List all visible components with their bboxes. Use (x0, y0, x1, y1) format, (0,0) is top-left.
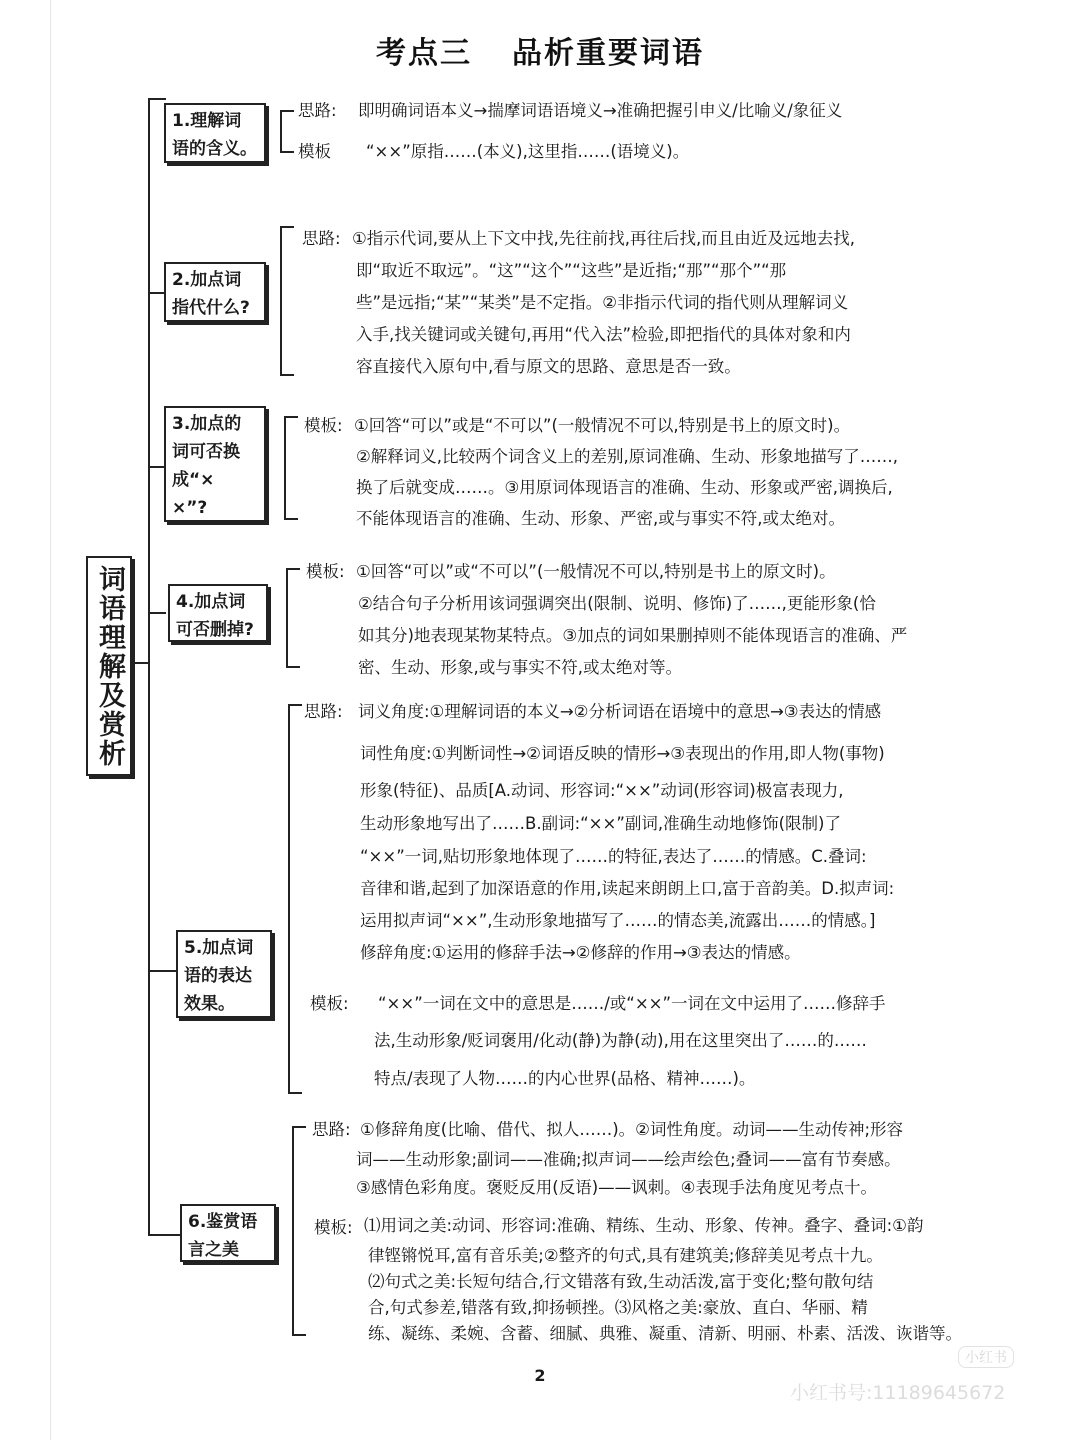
s2-text-1: 即“取近不取远”。“这”“这个”“这些”是近指;“那”“那个”“那 (356, 261, 787, 280)
s5-text-0: 词义角度:①理解词语的本义→②分析词语在语境中的意思→③表达的情感 (358, 702, 882, 721)
section-3-box: 3.加点的 词可否换 成“× ×”? (164, 406, 266, 522)
s6-text-0: ①修辞角度(比喻、借代、拟人……)。②词性角度。动词——生动传神;形容 (360, 1120, 904, 1139)
s6-label-0: 思路: (312, 1120, 351, 1139)
s1-text-1: “××”原指……(本义),这里指……(语境义)。 (366, 142, 690, 161)
bracket-5 (288, 704, 290, 1094)
branch-5 (148, 970, 178, 972)
s6-text-6: 合,句式参差,错落有致,抑扬顿挫。⑶风格之美:豪放、直白、华丽、精 (368, 1298, 868, 1317)
bracket-4 (286, 568, 288, 668)
s6-text-7: 练、凝练、柔婉、含蓄、细腻、典雅、凝重、清新、明丽、朴素、活泼、诙谐等。 (368, 1324, 962, 1343)
section-6-box: 6.鉴赏语 言之美 (180, 1204, 276, 1262)
s2-text-3: 入手,找关键词或关键句,再用“代入法”检验,即把指代的具体对象和内 (356, 325, 851, 344)
title-part2: 品析重要词语 (512, 36, 704, 71)
s2-text-0: ①指示代词,要从上下文中找,先往前找,再往后找,而且由近及远地去找, (352, 229, 856, 248)
main-trunk-line (148, 98, 150, 1236)
bracket-1-bottom (280, 151, 294, 153)
branch-4 (148, 612, 166, 614)
s6-text-3: ⑴用词之美:动词、形容词:准确、精练、生动、形象、传神。叠字、叠词:①韵 (364, 1216, 924, 1235)
s2-text-2: 些”是远指;“某”“某类”是不定指。②非指示代词的指代则从理解词义 (356, 293, 849, 312)
bracket-1 (280, 110, 282, 153)
branch-1 (148, 98, 166, 100)
bracket-2-top (280, 226, 294, 228)
s5-text-1: 词性角度:①判断词性→②词语反映的情形→③表现出的作用,即人物(事物) (360, 744, 885, 763)
s4-text-3: 密、生动、形象,或与事实不符,或太绝对等。 (358, 658, 682, 677)
s1-label-0: 思路: (298, 101, 337, 120)
bracket-5-top (288, 704, 302, 706)
section-1-box: 1.理解词 语的含义。 (164, 103, 266, 163)
s3-text-2: 换了后就变成……。③用原词体现语言的准确、生动、形象或严密,调换后, (356, 478, 893, 497)
s4-text-2: 如其分)地表现某物某特点。③加点的词如果删掉则不能体现语言的准确、严 (358, 626, 908, 645)
s5-text-4: “××”一词,贴切形象地体现了……的特征,表达了……的情感。C.叠词: (360, 847, 867, 866)
bracket-4-top (286, 568, 300, 570)
s5-label-0: 思路: (304, 702, 343, 721)
s6-text-1: 词——生动形象;副词——准确;拟声词——绘声绘色;叠词——富有节奏感。 (356, 1150, 901, 1169)
bracket-1-top (280, 110, 294, 112)
root-connector (130, 662, 150, 664)
s4-label-0: 模板: (306, 562, 345, 581)
s3-text-3: 不能体现语言的准确、生动、形象、严密,或与事实不符,或太绝对。 (356, 509, 845, 528)
s6-text-2: ③感情色彩角度。褒贬反用(反语)——讽刺。④表现手法角度见考点十。 (356, 1178, 877, 1197)
title-part1: 考点三 (376, 36, 472, 71)
page-number: 2 (534, 1366, 546, 1385)
section-5-box: 5.加点词 语的表达 效果。 (176, 930, 272, 1018)
bracket-6-bottom (292, 1334, 306, 1336)
root-label: 词语理解及赏析 (86, 556, 132, 776)
s5-label-1: 模板: (310, 994, 349, 1013)
section-4-box: 4.加点词 可否删掉? (168, 584, 268, 642)
bracket-5-bottom (288, 1092, 302, 1094)
s5-text-10: 特点/表现了人物……的内心世界(品格、精神……)。 (374, 1069, 756, 1088)
s6-label-1: 模板: (314, 1218, 353, 1237)
branch-6 (148, 1234, 182, 1236)
s1-text-0: 即明确词语本义→揣摩词语语境义→准确把握引申义/比喻义/象征义 (358, 101, 843, 120)
s5-text-8: “××”一词在文中的意思是……/或“××”一词在文中运用了……修辞手 (378, 994, 886, 1013)
s6-text-5: ⑵句式之美:长短句结合,行文错落有致,生动活泼,富于变化;整句散句结 (368, 1272, 874, 1291)
bracket-3-bottom (284, 518, 298, 520)
bracket-2 (280, 226, 282, 376)
s5-text-3: 生动形象地写出了……B.副词:“××”副词,准确生动地修饰(限制)了 (360, 814, 841, 833)
s4-text-0: ①回答“可以”或“不可以”(一般情况不可以,特别是书上的原文时)。 (356, 562, 836, 581)
section-2-box: 2.加点词 指代什么? (164, 262, 266, 322)
s5-text-2: 形象(特征)、品质[A.动词、形容词:“××”动词(形容词)极富表现力, (360, 781, 844, 800)
s3-text-0: ①回答“可以”或是“不可以”(一般情况不可以,特别是书上的原文时)。 (354, 416, 851, 435)
bracket-3-top (284, 416, 298, 418)
s2-text-4: 容直接代入原句中,看与原文的思路、意思是否一致。 (356, 357, 741, 376)
bracket-2-bottom (280, 374, 294, 376)
bracket-3 (284, 416, 286, 520)
s5-text-6: 运用拟声词“××”,生动形象地描写了……的情态美,流露出……的情感。] (360, 911, 876, 930)
bracket-6 (292, 1126, 294, 1336)
bracket-6-top (292, 1126, 306, 1128)
s5-text-5: 音律和谐,起到了加深语意的作用,读起来朗朗上口,富于音韵美。D.拟声词: (360, 879, 895, 898)
bracket-4-bottom (286, 666, 300, 668)
left-margin-rule (50, 0, 51, 1440)
watermark-badge: 小红书 (958, 1346, 1014, 1368)
s4-text-1: ②结合句子分析用该词强调突出(限制、说明、修饰)了……,更能形象(恰 (358, 594, 876, 613)
s5-text-9: 法,生动形象/贬词褒用/化动(静)为静(动),用在这里突出了……的…… (374, 1031, 867, 1050)
s2-label-0: 思路: (302, 229, 341, 248)
page-title (0, 28, 1080, 72)
s5-text-7: 修辞角度:①运用的修辞手法→②修辞的作用→③表达的情感。 (360, 943, 801, 962)
watermark-text: 小红书号:11189645672 (790, 1382, 1006, 1404)
s6-text-4: 律铿锵悦耳,富有音乐美;②整齐的句式,具有建筑美;修辞美见考点十九。 (368, 1246, 883, 1265)
s3-text-1: ②解释词义,比较两个词含义上的差别,原词准确、生动、形象地描写了……, (356, 447, 899, 466)
s1-label-1: 模板 (298, 142, 331, 161)
s3-label-0: 模板: (304, 416, 343, 435)
